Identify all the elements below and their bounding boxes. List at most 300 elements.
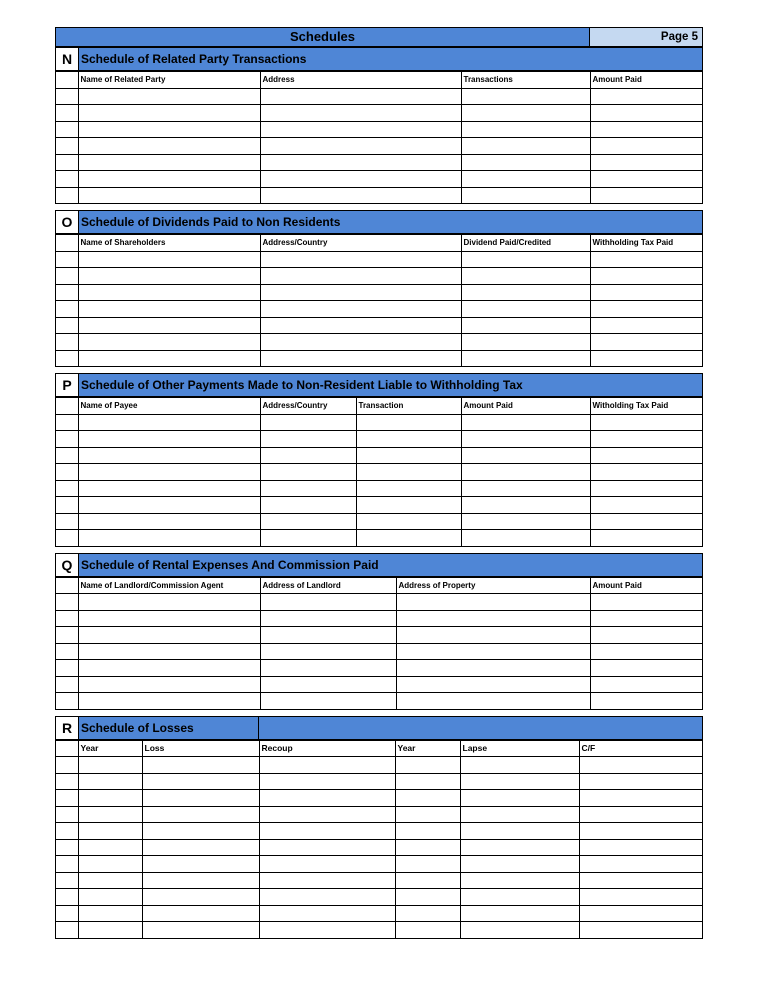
entry-cell[interactable] bbox=[78, 839, 142, 856]
table-row bbox=[56, 317, 703, 334]
entry-cell[interactable] bbox=[590, 480, 703, 497]
entry-cell[interactable] bbox=[579, 790, 703, 807]
table-row bbox=[56, 251, 703, 268]
entry-cell[interactable] bbox=[260, 350, 461, 366]
entry-cell[interactable] bbox=[78, 497, 260, 514]
column-header-row bbox=[56, 577, 703, 594]
row-number-cell bbox=[56, 905, 78, 922]
entry-cell[interactable] bbox=[461, 350, 590, 366]
row-number-cell bbox=[56, 88, 78, 105]
table-row bbox=[56, 154, 703, 171]
entry-cell[interactable] bbox=[260, 334, 461, 351]
entry-cell[interactable] bbox=[460, 905, 579, 922]
entry-cell[interactable] bbox=[142, 872, 259, 889]
entry-cell[interactable] bbox=[78, 806, 142, 823]
entry-cell[interactable] bbox=[260, 513, 356, 530]
row-number-cell bbox=[56, 268, 78, 285]
entry-cell[interactable] bbox=[356, 480, 461, 497]
entry-cell[interactable] bbox=[590, 643, 703, 660]
table-row bbox=[56, 187, 703, 203]
section-letter: Q bbox=[56, 554, 79, 576]
entry-cell[interactable] bbox=[579, 872, 703, 889]
entry-cell[interactable] bbox=[78, 872, 142, 889]
entry-cell[interactable] bbox=[78, 513, 260, 530]
section-header bbox=[56, 717, 702, 740]
entry-cell[interactable] bbox=[78, 643, 260, 660]
table-row bbox=[56, 627, 703, 644]
entry-cell[interactable] bbox=[260, 530, 356, 546]
entry-cell[interactable] bbox=[590, 138, 703, 155]
entry-cell[interactable] bbox=[259, 823, 395, 840]
entry-cell[interactable] bbox=[461, 187, 590, 203]
entry-cell[interactable] bbox=[396, 627, 590, 644]
entry-cell[interactable] bbox=[78, 693, 260, 709]
entry-cell[interactable] bbox=[260, 171, 461, 188]
page-title: Schedules bbox=[56, 28, 590, 46]
column-header: Name of Related Party bbox=[78, 72, 260, 89]
entry-cell[interactable] bbox=[460, 806, 579, 823]
entry-cell[interactable] bbox=[78, 856, 142, 873]
entry-cell[interactable] bbox=[460, 922, 579, 938]
entry-cell[interactable] bbox=[78, 171, 260, 188]
entry-cell[interactable] bbox=[460, 757, 579, 774]
entry-cell[interactable] bbox=[590, 88, 703, 105]
entry-cell[interactable] bbox=[590, 513, 703, 530]
entry-cell[interactable] bbox=[460, 790, 579, 807]
entry-cell[interactable] bbox=[260, 693, 396, 709]
entry-cell[interactable] bbox=[590, 268, 703, 285]
entry-cell[interactable] bbox=[259, 839, 395, 856]
column-header-row bbox=[56, 235, 703, 252]
entry-cell[interactable] bbox=[356, 464, 461, 481]
table-row bbox=[56, 530, 703, 546]
entry-cell[interactable] bbox=[78, 350, 260, 366]
entry-cell[interactable] bbox=[142, 773, 259, 790]
entry-cell[interactable] bbox=[461, 105, 590, 122]
entry-cell[interactable] bbox=[590, 594, 703, 611]
table-row bbox=[56, 414, 703, 431]
row-number-cell bbox=[56, 610, 78, 627]
entry-cell[interactable] bbox=[395, 823, 460, 840]
entry-cell[interactable] bbox=[396, 643, 590, 660]
table-row bbox=[56, 284, 703, 301]
entry-cell[interactable] bbox=[461, 464, 590, 481]
entry-cell[interactable] bbox=[259, 806, 395, 823]
entry-cell[interactable] bbox=[78, 480, 260, 497]
entry-cell[interactable] bbox=[461, 284, 590, 301]
section-n bbox=[55, 47, 703, 204]
entry-cell[interactable] bbox=[260, 414, 356, 431]
row-number-cell bbox=[56, 121, 78, 138]
section-q bbox=[55, 553, 703, 710]
entry-cell[interactable] bbox=[461, 88, 590, 105]
row-number-cell bbox=[56, 284, 78, 301]
entry-cell[interactable] bbox=[260, 284, 461, 301]
entry-cell[interactable] bbox=[78, 284, 260, 301]
row-number-cell bbox=[56, 235, 78, 252]
entry-cell[interactable] bbox=[260, 447, 356, 464]
section-r bbox=[55, 716, 703, 939]
table-row bbox=[56, 447, 703, 464]
entry-cell[interactable] bbox=[259, 757, 395, 774]
entry-cell[interactable] bbox=[461, 480, 590, 497]
section-p bbox=[55, 373, 703, 547]
entry-cell[interactable] bbox=[78, 447, 260, 464]
entry-cell[interactable] bbox=[260, 154, 461, 171]
row-number-cell bbox=[56, 530, 78, 546]
table-row bbox=[56, 773, 703, 790]
entry-cell[interactable] bbox=[460, 839, 579, 856]
entry-cell[interactable] bbox=[260, 643, 396, 660]
entry-cell[interactable] bbox=[78, 773, 142, 790]
entry-cell[interactable] bbox=[590, 187, 703, 203]
entry-cell[interactable] bbox=[259, 905, 395, 922]
section-letter: O bbox=[56, 211, 79, 233]
entry-cell[interactable] bbox=[461, 334, 590, 351]
column-header: Address/Country bbox=[260, 235, 461, 252]
column-header: Address/Country bbox=[260, 398, 356, 415]
row-number-cell bbox=[56, 872, 78, 889]
entry-cell[interactable] bbox=[590, 154, 703, 171]
table-row bbox=[56, 872, 703, 889]
entry-cell[interactable] bbox=[590, 431, 703, 448]
entry-cell[interactable] bbox=[356, 497, 461, 514]
entry-cell[interactable] bbox=[461, 121, 590, 138]
entry-cell[interactable] bbox=[259, 856, 395, 873]
entry-cell[interactable] bbox=[395, 806, 460, 823]
schedule-table bbox=[56, 740, 703, 938]
entry-cell[interactable] bbox=[260, 431, 356, 448]
schedules-header bbox=[55, 27, 703, 47]
column-header: Amount Paid bbox=[590, 577, 703, 594]
entry-cell[interactable] bbox=[579, 757, 703, 774]
entry-cell[interactable] bbox=[461, 301, 590, 318]
entry-cell[interactable] bbox=[460, 889, 579, 906]
row-number-cell bbox=[56, 105, 78, 122]
entry-cell[interactable] bbox=[590, 350, 703, 366]
entry-cell[interactable] bbox=[395, 839, 460, 856]
entry-cell[interactable] bbox=[579, 856, 703, 873]
column-header: Name of Payee bbox=[78, 398, 260, 415]
column-header: Witholding Tax Paid bbox=[590, 398, 703, 415]
entry-cell[interactable] bbox=[579, 922, 703, 938]
entry-cell[interactable] bbox=[396, 610, 590, 627]
entry-cell[interactable] bbox=[590, 105, 703, 122]
entry-cell[interactable] bbox=[461, 317, 590, 334]
table-row bbox=[56, 301, 703, 318]
entry-cell[interactable] bbox=[590, 464, 703, 481]
entry-cell[interactable] bbox=[142, 839, 259, 856]
entry-cell[interactable] bbox=[78, 594, 260, 611]
entry-cell[interactable] bbox=[590, 447, 703, 464]
section-title: Schedule of Related Party Transactions bbox=[79, 48, 702, 70]
entry-cell[interactable] bbox=[590, 121, 703, 138]
entry-cell[interactable] bbox=[78, 790, 142, 807]
entry-cell[interactable] bbox=[395, 872, 460, 889]
row-number-cell bbox=[56, 431, 78, 448]
entry-cell[interactable] bbox=[142, 790, 259, 807]
entry-cell[interactable] bbox=[461, 154, 590, 171]
entry-cell[interactable] bbox=[78, 251, 260, 268]
entry-cell[interactable] bbox=[78, 627, 260, 644]
entry-cell[interactable] bbox=[590, 693, 703, 709]
entry-cell[interactable] bbox=[590, 627, 703, 644]
entry-cell[interactable] bbox=[78, 268, 260, 285]
column-header-row bbox=[56, 398, 703, 415]
entry-cell[interactable] bbox=[78, 414, 260, 431]
entry-cell[interactable] bbox=[78, 905, 142, 922]
entry-cell[interactable] bbox=[259, 790, 395, 807]
entry-cell[interactable] bbox=[260, 301, 461, 318]
entry-cell[interactable] bbox=[260, 497, 356, 514]
column-header: Name of Landlord/Commission Agent bbox=[78, 577, 260, 594]
entry-cell[interactable] bbox=[260, 187, 461, 203]
entry-cell[interactable] bbox=[260, 594, 396, 611]
row-number-cell bbox=[56, 627, 78, 644]
entry-cell[interactable] bbox=[461, 414, 590, 431]
entry-cell[interactable] bbox=[78, 464, 260, 481]
column-header: Withholding Tax Paid bbox=[590, 235, 703, 252]
entry-cell[interactable] bbox=[590, 334, 703, 351]
column-header-row bbox=[56, 72, 703, 89]
entry-cell[interactable] bbox=[460, 773, 579, 790]
entry-cell[interactable] bbox=[461, 171, 590, 188]
entry-cell[interactable] bbox=[142, 889, 259, 906]
column-header: Amount Paid bbox=[461, 398, 590, 415]
row-number-cell bbox=[56, 790, 78, 807]
column-header: Address bbox=[260, 72, 461, 89]
entry-cell[interactable] bbox=[461, 513, 590, 530]
entry-cell[interactable] bbox=[590, 171, 703, 188]
entry-cell[interactable] bbox=[395, 757, 460, 774]
entry-cell[interactable] bbox=[396, 660, 590, 677]
entry-cell[interactable] bbox=[78, 676, 260, 693]
entry-cell[interactable] bbox=[78, 530, 260, 546]
row-number-cell bbox=[56, 497, 78, 514]
entry-cell[interactable] bbox=[260, 251, 461, 268]
row-number-cell bbox=[56, 773, 78, 790]
entry-cell[interactable] bbox=[142, 806, 259, 823]
row-number-cell bbox=[56, 693, 78, 709]
entry-cell[interactable] bbox=[395, 773, 460, 790]
entry-cell[interactable] bbox=[260, 317, 461, 334]
entry-cell[interactable] bbox=[259, 922, 395, 938]
entry-cell[interactable] bbox=[260, 268, 461, 285]
table-row bbox=[56, 676, 703, 693]
row-number-cell bbox=[56, 398, 78, 415]
entry-cell[interactable] bbox=[356, 447, 461, 464]
row-number-cell bbox=[56, 138, 78, 155]
row-number-cell bbox=[56, 464, 78, 481]
section-title: Schedule of Dividends Paid to Non Residents bbox=[79, 211, 702, 233]
entry-cell[interactable] bbox=[579, 905, 703, 922]
table-row bbox=[56, 839, 703, 856]
row-number-cell bbox=[56, 301, 78, 318]
entry-cell[interactable] bbox=[460, 823, 579, 840]
table-row bbox=[56, 693, 703, 709]
entry-cell[interactable] bbox=[78, 823, 142, 840]
section-header bbox=[56, 48, 702, 71]
table-row bbox=[56, 889, 703, 906]
schedule-table bbox=[56, 234, 703, 366]
table-row bbox=[56, 790, 703, 807]
table-row bbox=[56, 905, 703, 922]
entry-cell[interactable] bbox=[260, 660, 396, 677]
entry-cell[interactable] bbox=[260, 480, 356, 497]
schedules-form bbox=[55, 27, 703, 939]
entry-cell[interactable] bbox=[78, 660, 260, 677]
entry-cell[interactable] bbox=[142, 823, 259, 840]
entry-cell[interactable] bbox=[461, 530, 590, 546]
entry-cell[interactable] bbox=[461, 268, 590, 285]
entry-cell[interactable] bbox=[142, 856, 259, 873]
row-number-cell bbox=[56, 676, 78, 693]
entry-cell[interactable] bbox=[260, 88, 461, 105]
section-header bbox=[56, 211, 702, 234]
entry-cell[interactable] bbox=[461, 138, 590, 155]
entry-cell[interactable] bbox=[260, 627, 396, 644]
entry-cell[interactable] bbox=[259, 872, 395, 889]
entry-cell[interactable] bbox=[395, 790, 460, 807]
section-header bbox=[56, 554, 702, 577]
entry-cell[interactable] bbox=[396, 676, 590, 693]
column-header: C/F bbox=[579, 740, 703, 757]
entry-cell[interactable] bbox=[590, 284, 703, 301]
entry-cell[interactable] bbox=[78, 301, 260, 318]
row-number-cell bbox=[56, 447, 78, 464]
entry-cell[interactable] bbox=[78, 334, 260, 351]
entry-cell[interactable] bbox=[461, 447, 590, 464]
row-number-cell bbox=[56, 922, 78, 938]
table-row bbox=[56, 350, 703, 366]
entry-cell[interactable] bbox=[78, 187, 260, 203]
section-title: Schedule of Losses bbox=[79, 717, 258, 739]
entry-cell[interactable] bbox=[396, 693, 590, 709]
table-row bbox=[56, 643, 703, 660]
row-number-cell bbox=[56, 72, 78, 89]
entry-cell[interactable] bbox=[590, 676, 703, 693]
entry-cell[interactable] bbox=[78, 431, 260, 448]
entry-cell[interactable] bbox=[579, 773, 703, 790]
row-number-cell bbox=[56, 740, 78, 757]
entry-cell[interactable] bbox=[395, 922, 460, 938]
column-header: Year bbox=[395, 740, 460, 757]
table-row bbox=[56, 594, 703, 611]
row-number-cell bbox=[56, 806, 78, 823]
entry-cell[interactable] bbox=[590, 530, 703, 546]
row-number-cell bbox=[56, 251, 78, 268]
row-number-cell bbox=[56, 513, 78, 530]
table-row bbox=[56, 121, 703, 138]
entry-cell[interactable] bbox=[78, 317, 260, 334]
entry-cell[interactable] bbox=[142, 905, 259, 922]
entry-cell[interactable] bbox=[460, 872, 579, 889]
entry-cell[interactable] bbox=[396, 594, 590, 611]
entry-cell[interactable] bbox=[78, 105, 260, 122]
entry-cell[interactable] bbox=[78, 121, 260, 138]
entry-cell[interactable] bbox=[356, 530, 461, 546]
section-header-fill bbox=[258, 717, 703, 739]
entry-cell[interactable] bbox=[590, 317, 703, 334]
column-header-row bbox=[56, 740, 703, 757]
table-row bbox=[56, 610, 703, 627]
entry-cell[interactable] bbox=[590, 610, 703, 627]
entry-cell[interactable] bbox=[259, 889, 395, 906]
entry-cell[interactable] bbox=[356, 431, 461, 448]
table-row bbox=[56, 856, 703, 873]
entry-cell[interactable] bbox=[579, 806, 703, 823]
table-row bbox=[56, 480, 703, 497]
entry-cell[interactable] bbox=[590, 660, 703, 677]
entry-cell[interactable] bbox=[579, 889, 703, 906]
entry-cell[interactable] bbox=[78, 610, 260, 627]
entry-cell[interactable] bbox=[356, 414, 461, 431]
entry-cell[interactable] bbox=[461, 251, 590, 268]
entry-cell[interactable] bbox=[260, 610, 396, 627]
entry-cell[interactable] bbox=[260, 121, 461, 138]
entry-cell[interactable] bbox=[260, 138, 461, 155]
entry-cell[interactable] bbox=[395, 889, 460, 906]
row-number-cell bbox=[56, 594, 78, 611]
entry-cell[interactable] bbox=[590, 251, 703, 268]
section-letter: N bbox=[56, 48, 79, 70]
entry-cell[interactable] bbox=[461, 431, 590, 448]
entry-cell[interactable] bbox=[460, 856, 579, 873]
row-number-cell bbox=[56, 154, 78, 171]
entry-cell[interactable] bbox=[78, 922, 142, 938]
row-number-cell bbox=[56, 823, 78, 840]
entry-cell[interactable] bbox=[590, 497, 703, 514]
entry-cell[interactable] bbox=[78, 889, 142, 906]
entry-cell[interactable] bbox=[142, 757, 259, 774]
section-letter: P bbox=[56, 374, 79, 396]
entry-cell[interactable] bbox=[590, 414, 703, 431]
table-row bbox=[56, 806, 703, 823]
entry-cell[interactable] bbox=[78, 154, 260, 171]
entry-cell[interactable] bbox=[78, 138, 260, 155]
entry-cell[interactable] bbox=[579, 823, 703, 840]
table-row bbox=[56, 88, 703, 105]
page-number: Page 5 bbox=[590, 28, 702, 46]
entry-cell[interactable] bbox=[78, 88, 260, 105]
table-row bbox=[56, 105, 703, 122]
table-row bbox=[56, 513, 703, 530]
table-row bbox=[56, 660, 703, 677]
row-number-cell bbox=[56, 317, 78, 334]
entry-cell[interactable] bbox=[260, 464, 356, 481]
row-number-cell bbox=[56, 660, 78, 677]
row-number-cell bbox=[56, 480, 78, 497]
entry-cell[interactable] bbox=[461, 497, 590, 514]
section-title: Schedule of Rental Expenses And Commission Paid bbox=[79, 554, 702, 576]
entry-cell[interactable] bbox=[259, 773, 395, 790]
entry-cell[interactable] bbox=[395, 905, 460, 922]
entry-cell[interactable] bbox=[395, 856, 460, 873]
entry-cell[interactable] bbox=[579, 839, 703, 856]
table-row bbox=[56, 171, 703, 188]
entry-cell[interactable] bbox=[142, 922, 259, 938]
table-row bbox=[56, 464, 703, 481]
row-number-cell bbox=[56, 643, 78, 660]
row-number-cell bbox=[56, 171, 78, 188]
entry-cell[interactable] bbox=[78, 757, 142, 774]
entry-cell[interactable] bbox=[356, 513, 461, 530]
entry-cell[interactable] bbox=[260, 676, 396, 693]
entry-cell[interactable] bbox=[260, 105, 461, 122]
column-header: Dividend Paid/Credited bbox=[461, 235, 590, 252]
entry-cell[interactable] bbox=[590, 301, 703, 318]
table-row bbox=[56, 431, 703, 448]
